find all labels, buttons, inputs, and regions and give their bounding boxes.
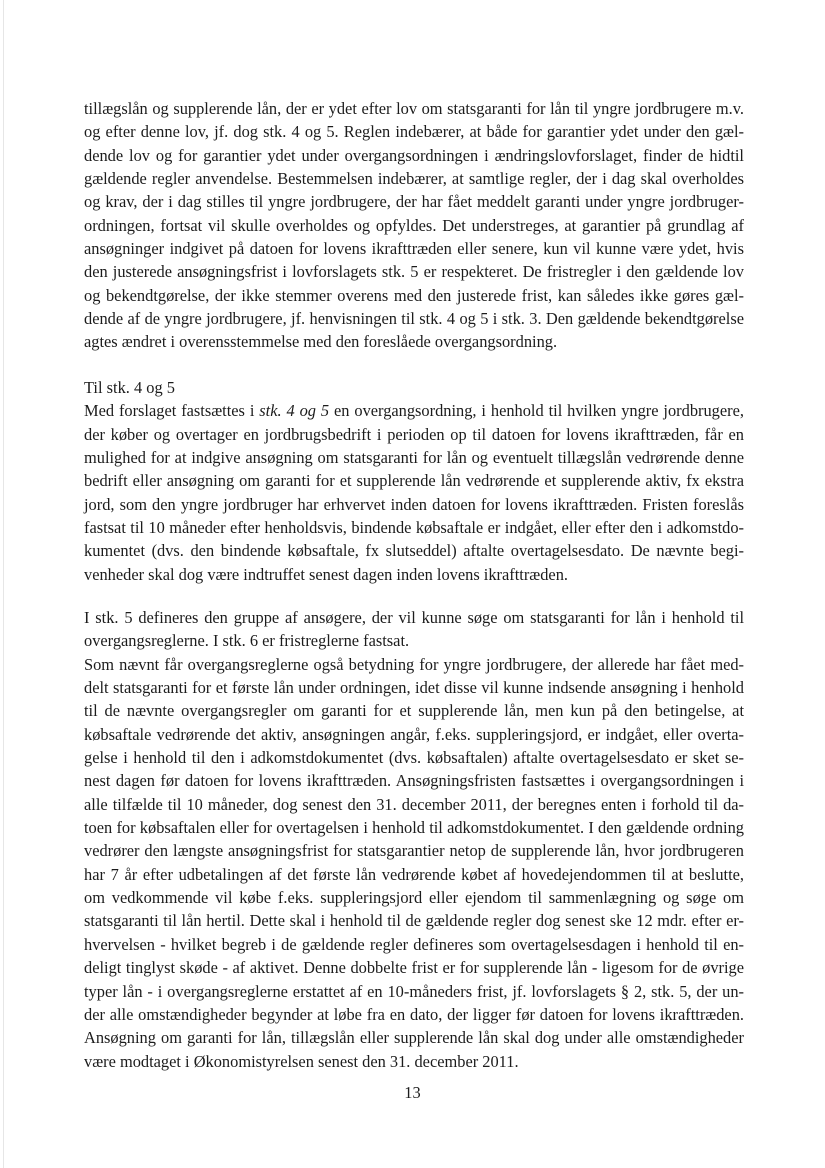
scan-edge — [3, 0, 4, 1168]
text-line: og efter denne lov, jf. dog stk. 4 og 5. Reglen indebærer, at både for garantier ydet under den gæl- — [84, 122, 744, 142]
section-stk-4-5 — [84, 376, 744, 586]
text-line: den justerede ansøgningsfrist i lovforslagets stk. 5 er respekteret. De fristregler i den gældende lov — [84, 262, 744, 282]
text-line: venheder skal dog være indtruffet senest dagen inden lovens ikrafttræden. — [84, 564, 568, 584]
text-line: og bekendtgørelse, der ikke stemmer overens med den justerede frist, kan således ikke gøres gæl- — [84, 285, 744, 305]
text-line: toen for købsaftalen eller for overtagelsen i henhold til adkomstdokumentet. I den gældende ordning — [84, 818, 744, 838]
text-line: I stk. 5 defineres den gruppe af ansøgere, der vil kunne søge om statsgaranti for lån i henhold til — [84, 608, 744, 627]
text-line: om vedkommende vil købe f.eks. suppleringsjord eller ejendom til sammenlægning og søge om — [84, 888, 744, 908]
text-line: Som nævnt får overgangsreglerne også betydning for yngre jordbrugere, der allerede har fået med- — [84, 654, 744, 674]
text-line: overgangsreglerne. I stk. 6 er fristreglerne fastsat. — [84, 631, 410, 651]
text-line: ordningen, fortsat vil skulle overholdes og opfyldes. Det understreges, at garantier på grundlag af — [84, 215, 744, 235]
paragraph-intro — [84, 97, 744, 354]
section-heading: Til stk. 4 og 5 — [84, 378, 175, 397]
text-line: kumentet (dvs. den bindende købsaftale, fx slutseddel) aftalte overtagelsesdato. De nævnte begi- — [84, 541, 744, 561]
text-line — [84, 399, 744, 422]
text-line: ansøgninger indgivet på datoen for lovens ikrafttræden eller senere, kun vil kunne være ydet, hvis — [84, 239, 744, 259]
text-line: hvervelsen - hvilket begreb i de gældende regler defineres som overtagelsesdagen i henhold til en- — [84, 934, 744, 954]
text-line: der alle omstændigheder begynder at løbe fra en dato, der ligger før datoen for lovens ikrafttræden. — [84, 1004, 744, 1024]
text-line: være modtaget i Økonomistyrelsen senest den 31. december 2011. — [84, 1051, 519, 1071]
text-line: alle tilfælde til 10 måneder, dog senest den 31. december 2011, der beregnes enten i forhold til da- — [84, 794, 744, 814]
text-line: statsgaranti til lån hertil. Dette skal i henhold til de gældende regler dog senest ske 12 mdr. efter er- — [84, 911, 744, 931]
text-line: delt statsgaranti for et første lån under ordningen, idet disse vil kunne indsende ansøgning i henhold — [84, 678, 744, 698]
text-line: Ansøgning om garanti for lån, tillægslån eller supplerende lån skal dog under alle omstændigheder — [84, 1028, 744, 1048]
text-line: gelse i henhold til den i adkomstdokumentet (dvs. købsaftalen) aftalte overtagelsesdato er sket se- — [84, 748, 744, 768]
text-line: bedrift eller ansøgning om garanti for et supplerende lån vedrørende et supplerende aktiv, fx ekstra — [84, 471, 744, 491]
text-line: jord, som den yngre jordbruger har erhvervet inden datoen for lovens ikrafttræden. Fristen foreslås — [84, 494, 744, 514]
italic-reference: stk. 4 og 5 — [259, 401, 330, 421]
section-definitions — [84, 606, 744, 1073]
text-line: købsaftale vedrørende det aktiv, ansøgningen angår, f.eks. suppleringsjord, er indgået, eller overta- — [84, 724, 744, 744]
text-line: typer lån - i overgangsreglerne erstattet af en 10-måneders frist, jf. lovforslagets § 2, stk. 5, der un- — [84, 981, 744, 1001]
text-line: der køber og overtager en jordbrugsbedrift i perioden op til datoen for lovens ikrafttræden, får en — [84, 424, 744, 444]
page-number: 13 — [404, 1083, 421, 1102]
text-line: har 7 år efter udbetalingen af det første lån vedrørende købet af hovedejendommen til at beslutte, — [84, 864, 744, 884]
text-line: og krav, der i dag stilles til yngre jordbrugere, der har fået meddelt garanti under yngre jordbruger- — [84, 192, 744, 212]
text-line: vedrører den længste ansøgningsfrist for statsgarantier netop de supplerende lån, hvor jordbrugeren — [84, 841, 744, 861]
text-fragment: Med forslaget fastsættes i — [84, 401, 260, 421]
text-line: nest dagen før datoen for lovens ikrafttræden. Ansøgningsfristen fastsættes i overgangsordningen i — [84, 771, 744, 791]
text-line: dende lov og for garantier ydet under overgangsordningen i ændringslovforslaget, finder de hidtil — [84, 145, 744, 165]
text-line: mulighed for at indgive ansøgning om statsgaranti for lån og eventuelt tillægslån vedrørende denne — [84, 448, 744, 468]
text-line: til de nævnte overgangsregler om garanti for et supplerende lån, men kun på den betingelse, at — [84, 701, 744, 721]
text-line: gældende regler anvendelse. Bestemmelsen indebærer, at samtlige regler, der i dag skal overholdes — [84, 169, 744, 189]
text-line: deligt tinglyst skøde - af aktivet. Denne dobbelte frist er for supplerende lån - ligesom for de øvrige — [84, 958, 744, 978]
text-line: tillægslån og supplerende lån, der er ydet efter lov om statsgaranti for lån til yngre jordbrugere m.v. — [84, 99, 744, 118]
text-line: agtes ændret i overensstemmelse med den foreslåede overgangsordning. — [84, 332, 558, 352]
text-line: dende af de yngre jordbrugere, jf. henvisningen til stk. 4 og 5 i stk. 3. Den gældende bekendtgørelse — [84, 309, 744, 329]
text-line: fastsat til 10 måneder efter henholdsvis, bindende købsaftale er indgået, eller efter den i adkomstdo- — [84, 518, 744, 538]
text-fragment: en overgangsordning, i henhold til hvilken yngre jordbrugere, — [329, 401, 744, 421]
